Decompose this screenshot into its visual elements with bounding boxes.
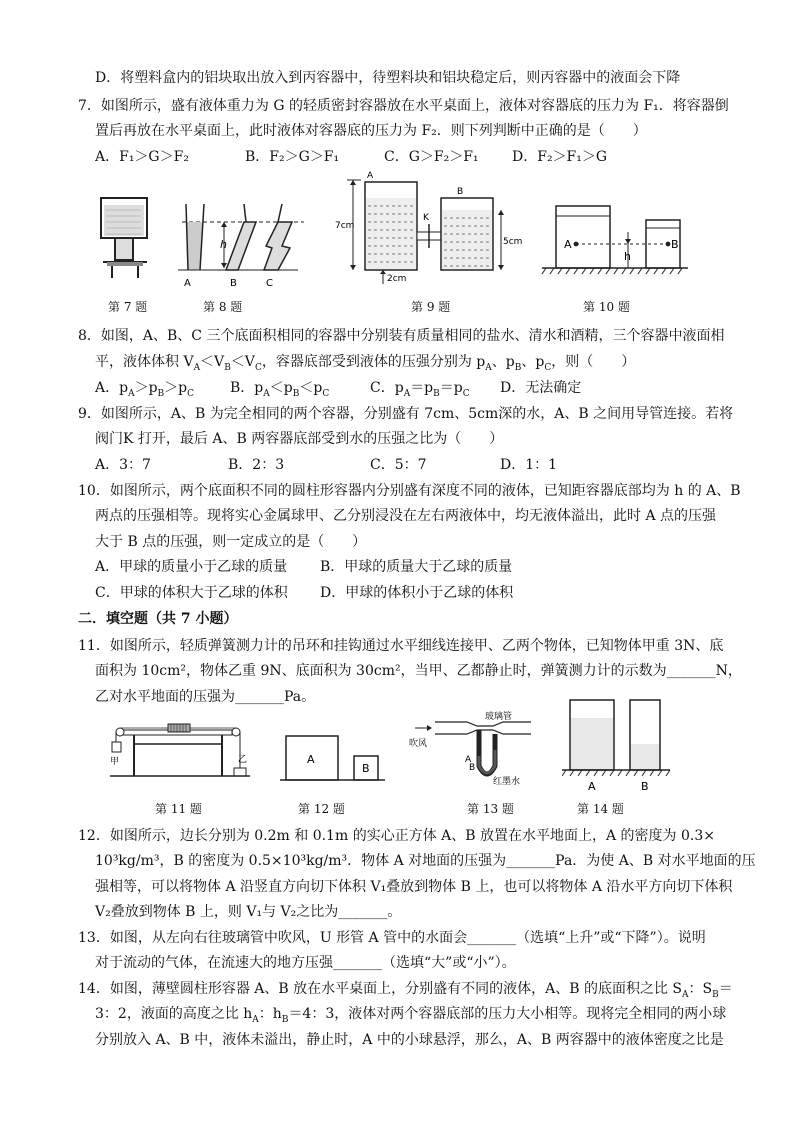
q6-option-d: D．将塑料盒内的铝块取出放入到丙容器中，待塑料块和铝块稳定后，则丙容器中的液面会下降 [95, 70, 681, 86]
fig9-label-k: K [423, 213, 429, 223]
q7-stem-2: 置后再放在水平桌面上，此时液体对容器底的压力为 F₂．则下列判断中正确的是（ ） [95, 123, 647, 139]
q10-stem-3: 大于 B 点的压强，则一定成立的是（ ） [95, 534, 367, 550]
q12-stem-1: 12．如图所示，边长分别为 0.2m 和 0.1m 的实心正方体 A、B 放置在水平地面上，A 的密度为 0.3× [78, 828, 715, 844]
q8-option-d: D．无法确定 [500, 380, 582, 396]
q7-option-c: C．G＞F₂＞F₁ [384, 149, 479, 165]
fig11-label-jia: 甲 [110, 757, 120, 767]
q13-stem-1: 13．如图，从左向右往玻璃管中吹风，U 形管 A 管中的水面会_______（选填“上升”或“下降”）。说明 [78, 930, 706, 946]
q14-stem-1: 14．如图，薄壁圆柱形容器 A、B 放在水平桌面上，分别盛有不同的液体，A、B 的底面积之比 $S_A$：$S_B=$ [78, 981, 733, 1000]
q9-option-a: A．3：7 [95, 457, 151, 473]
section-2-heading: 二．填空题（共 7 小题） [78, 611, 238, 627]
figure-12 [280, 732, 385, 784]
q11-stem-1: 11．如图所示，轻质弹簧测力计的吊环和挂钩通过水平细线连接甲、乙两个物体，已知物体甲重 3N、底 [78, 638, 724, 654]
q8-stem-1: 8．如图，A、B、C 三个底面积相同的容器中分别装有质量相同的盐水、清水和酒精，三个容器中液面相 [78, 328, 725, 344]
fig9-label-a: A [367, 171, 374, 181]
caption-11: 第 11 题 [155, 802, 202, 816]
fig13-label-wind: 吹风 [409, 739, 428, 749]
fig9-dim-2cm: 2cm [387, 274, 407, 284]
q9-option-b: B．2：3 [228, 457, 285, 473]
q10-option-a: A．甲球的质量小于乙球的质量 [95, 559, 288, 575]
q10-option-c: C．甲球的体积大于乙球的体积 [95, 585, 288, 601]
q8-stem-2: 平，液体体积 $V_A<V_B<V_C$，容器底部受到液体的压强分别为 $p_A$、$p_B$、$p_C$，则（ ） [95, 354, 636, 373]
q14-stem-2: 3：2，液面的高度之比 $h_A$：$h_B=4$：3，液体对两个容器底部的压力大小相等。现将完全相同的两小球 [95, 1006, 727, 1025]
fig8-label-c: C [266, 278, 273, 289]
q10-option-b: B．甲球的质量大于乙球的质量 [320, 559, 513, 575]
q12-stem-2: 10³kg/m³，B 的密度为 0.5×10³kg/m³．物体 A 对地面的压强为_______Pa．为使 A、B 对水平地面的压 [95, 853, 756, 869]
q8-option-b: B．$p_A<p_B<p_C$ [230, 380, 330, 399]
fig10-label-b: B [671, 238, 679, 251]
q8-option-c: C．$p_A=p_B=p_C$ [370, 380, 470, 399]
fig14-label-b: B [641, 780, 649, 793]
q14-stem-3: 分别放入 A、B 中，液体未溢出，静止时，A 中的小球悬浮，那么，A、B 两容器中的液体密度之比是 [95, 1032, 724, 1048]
figure-11 [110, 722, 250, 784]
fig13-label-a: A [465, 755, 472, 765]
fig9-dim-5cm: 5cm [503, 237, 523, 247]
figure-10 [540, 196, 690, 288]
caption-7: 第 7 题 [108, 300, 148, 314]
fig10-label-a: A [564, 238, 572, 251]
fig8-label-h: h [220, 238, 227, 251]
q10-option-d: D．甲球的体积小于乙球的体积 [320, 585, 514, 601]
q12-stem-4: V₂叠放到物体 B 上，则 V₁与 V₂之比为_______。 [95, 904, 402, 920]
q8-option-a: A．$p_A>p_B>p_C$ [95, 380, 195, 399]
fig12-label-b: B [362, 762, 370, 775]
caption-10: 第 10 题 [583, 300, 630, 314]
figure-9 [335, 170, 525, 288]
figure-8 [178, 200, 308, 292]
figure-7 [95, 190, 155, 285]
q7-option-b: B．F₂＞G＞F₁ [245, 149, 340, 165]
fig13-label-tube: 玻璃管 [485, 712, 513, 722]
caption-14: 第 14 题 [577, 802, 624, 816]
q9-option-d: D．1：1 [500, 457, 558, 473]
fig14-label-a: A [588, 780, 596, 793]
caption-12: 第 12 题 [298, 802, 345, 816]
fig8-label-b: B [230, 278, 237, 289]
q9-option-c: C．5：7 [370, 457, 427, 473]
q13-stem-2: 对于流动的气体，在流速大的地方压强_______（选填“大”或“小”）。 [95, 955, 516, 971]
q7-stem-1: 7．如图所示，盛有液体重力为 G 的轻质密封容器放在水平桌面上，液体对容器底的压力为 F₁．将容器倒 [78, 98, 729, 114]
caption-8: 第 8 题 [203, 300, 243, 314]
q11-stem-3: 乙对水平地面的压强为_______Pa。 [95, 689, 316, 705]
fig13-label-b: B [469, 763, 476, 773]
fig11-label-yi: 乙 [238, 755, 248, 765]
q11-stem-2: 面积为 10cm²，物体乙重 9N、底面积为 30cm²，当甲、乙都静止时，弹簧测力计的示数为_______N， [95, 663, 742, 679]
fig9-label-b: B [457, 187, 464, 197]
q12-stem-3: 强相等，可以将物体 A 沿竖直方向切下体积 V₁叠放到物体 B 上，也可以将物体 A 沿水平方向切下体积 [95, 879, 733, 895]
fig13-label-ink: 红墨水 [493, 777, 521, 787]
caption-13: 第 13 题 [467, 802, 514, 816]
q10-stem-2: 两点的压强相等。现将实心金属球甲、乙分别浸没在左右两液体中，均无液体溢出，此时 A 点的压强 [95, 508, 717, 524]
q9-stem-2: 阀门K 打开，最后 A、B 两容器底部受到水的压强之比为（ ） [95, 431, 504, 447]
q9-stem-1: 9．如图所示，A、B 为完全相同的两个容器，分别盛有 7cm、5cm深的水，A、B 之间用导管连接。若将 [78, 406, 734, 422]
fig12-label-a: A [307, 753, 315, 766]
q7-option-a: A．F₁＞G＞F₂ [95, 149, 189, 165]
figure-13 [407, 710, 535, 792]
fig10-label-h: h [624, 250, 631, 263]
fig9-dim-7cm: 7cm [335, 221, 355, 231]
fig8-label-a: A [184, 278, 191, 289]
q7-option-d: D．F₂＞F₁＞G [512, 149, 608, 165]
caption-9: 第 9 题 [411, 300, 451, 314]
q10-stem-1: 10．如图所示，两个底面积不同的圆柱形容器内分别盛有深度不同的液体，已知距容器底部均为 h 的 A、B [78, 483, 741, 499]
figure-14 [562, 694, 672, 794]
